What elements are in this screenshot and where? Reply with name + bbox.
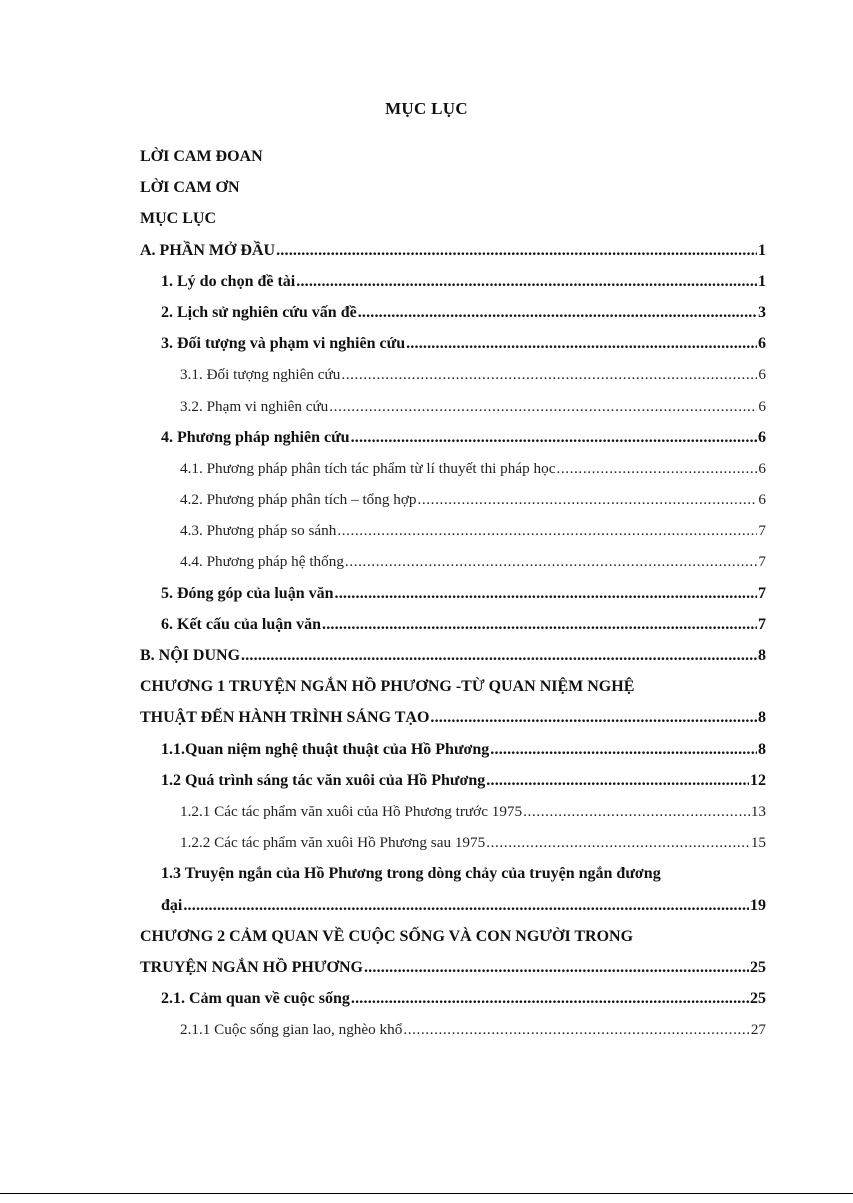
- toc-dot-leader: [351, 983, 749, 1014]
- toc-entry[interactable]: [140, 297, 766, 328]
- toc-entry-label: THUẬT ĐẾN HÀNH TRÌNH SÁNG TẠO: [140, 709, 430, 727]
- toc-entry[interactable]: [140, 952, 766, 983]
- toc-entry-label: MỤC LỤC: [140, 210, 216, 228]
- toc-entry[interactable]: [140, 141, 766, 172]
- toc-page-number: 13: [750, 802, 766, 820]
- toc-entry[interactable]: [140, 609, 766, 640]
- toc-entry-label: CHƯƠNG 1 TRUYỆN NGẮN HỒ PHƯƠNG -TỪ QUAN NIỆM NGHỆ: [140, 678, 635, 696]
- toc-entry-label: 3.2. Phạm vi nghiên cứu: [180, 397, 329, 415]
- toc-entry[interactable]: [140, 765, 766, 796]
- toc-entry-label: TRUYỆN NGẮN HỒ PHƯƠNG: [140, 958, 363, 976]
- toc-dot-leader: [337, 515, 757, 546]
- toc-entry[interactable]: [140, 827, 766, 858]
- toc-entry-label: 4.2. Phương pháp phân tích – tổng hợp: [180, 491, 417, 509]
- toc-page-number: 27: [750, 1021, 766, 1039]
- toc-page-number: 8: [758, 647, 766, 664]
- toc-entry[interactable]: [140, 578, 766, 609]
- toc-entry[interactable]: [140, 172, 766, 203]
- toc-entry-label: 1.2.1 Các tác phẩm văn xuôi của Hồ Phương trước 1975: [180, 802, 523, 820]
- toc-dot-leader: [345, 546, 757, 577]
- toc-dot-leader: [406, 328, 757, 359]
- toc-entry[interactable]: [140, 921, 766, 952]
- toc-page-number: 3: [758, 303, 766, 321]
- toc-entry[interactable]: [140, 453, 766, 484]
- toc-entry[interactable]: [140, 203, 766, 234]
- toc-page-number: 25: [750, 958, 766, 976]
- toc-entry[interactable]: [140, 391, 766, 422]
- toc-dot-leader: [358, 297, 757, 328]
- toc-entry-label: 5. Đóng góp của luận văn: [161, 584, 334, 602]
- toc-dot-leader: [417, 484, 757, 515]
- toc-page-number: 8: [758, 740, 766, 758]
- toc-entry-label: 1.3 Truyện ngắn của Hồ Phương trong dòng chảy của truyện ngắn đương: [161, 865, 661, 883]
- toc-dot-leader: [364, 952, 749, 983]
- toc-dot-leader: [329, 391, 757, 422]
- toc-page-number: 12: [750, 771, 766, 789]
- toc-page-number: 6: [758, 335, 766, 353]
- toc-dot-leader: [523, 796, 750, 827]
- toc-dot-leader: [296, 266, 757, 297]
- toc-entry[interactable]: [140, 266, 766, 297]
- toc-dot-leader: [183, 890, 749, 921]
- toc-entry-label: 4.3. Phương pháp so sánh: [180, 522, 337, 540]
- toc-dot-leader: [403, 1014, 750, 1045]
- toc-dot-leader: [335, 578, 758, 609]
- toc-page-number: 7: [758, 553, 766, 571]
- toc-dot-leader: [556, 453, 757, 484]
- toc-entry-label: 1.1.Quan niệm nghệ thuật thuật của Hồ Phương: [161, 740, 490, 758]
- toc-entry[interactable]: [140, 671, 766, 702]
- toc-entry-label: đại: [161, 896, 183, 914]
- toc-entry-label: 3.1. Đối tượng nghiên cứu: [180, 366, 341, 384]
- toc-page-number: 6: [758, 366, 766, 384]
- toc-page-number: 7: [758, 615, 766, 633]
- toc-entry-label: A. PHẦN MỞ ĐẦU: [140, 241, 276, 259]
- toc-dot-leader: [351, 422, 757, 453]
- table-of-contents: [140, 141, 766, 1045]
- toc-page-number: 19: [750, 896, 766, 914]
- toc-page-number: 7: [758, 584, 766, 602]
- toc-entry-label: 2. Lịch sử nghiên cứu vấn đề: [161, 303, 357, 321]
- toc-dot-leader: [241, 640, 757, 671]
- toc-page-number: 1: [758, 272, 766, 290]
- toc-entry[interactable]: [140, 890, 766, 921]
- toc-dot-leader: [341, 359, 757, 390]
- toc-entry-label: CHƯƠNG 2 CẢM QUAN VỀ CUỘC SỐNG VÀ CON NGƯỜI TRONG: [140, 927, 634, 945]
- toc-dot-leader: [322, 609, 757, 640]
- page-bottom-rule: [0, 1193, 853, 1194]
- toc-entry[interactable]: [140, 734, 766, 765]
- toc-entry-label: 4. Phương pháp nghiên cứu: [161, 428, 350, 446]
- toc-entry-label: 2.1. Cảm quan về cuộc sống: [161, 990, 350, 1008]
- toc-entry[interactable]: [140, 858, 766, 889]
- toc-page-number: 7: [758, 522, 766, 540]
- toc-page-number: 6: [758, 491, 766, 509]
- toc-entry[interactable]: [140, 515, 766, 546]
- toc-entry-label: 3. Đối tượng và phạm vi nghiên cứu: [161, 335, 406, 353]
- toc-entry[interactable]: [140, 546, 766, 577]
- toc-page-number: 6: [758, 459, 766, 477]
- toc-entry-label: 1.2.2 Các tác phẩm văn xuôi Hồ Phương sau 1975: [180, 834, 486, 852]
- page-title: MỤC LỤC: [385, 99, 468, 118]
- toc-page-number: 1: [758, 241, 766, 259]
- toc-page-number: 15: [750, 834, 766, 852]
- toc-entry-label: 2.1.1 Cuộc sống gian lao, nghèo khổ: [180, 1021, 403, 1039]
- toc-entry-label: 1.2 Quá trình sáng tác văn xuôi của Hồ Phương: [161, 771, 486, 789]
- toc-entry[interactable]: [140, 235, 766, 266]
- toc-page-number: 25: [750, 990, 766, 1008]
- toc-entry[interactable]: [140, 796, 766, 827]
- toc-dot-leader: [486, 765, 749, 796]
- toc-page-number: 8: [758, 709, 766, 727]
- toc-entry-label: B. NỘI DUNG: [140, 647, 241, 664]
- toc-entry-label: LỜI CAM ĐOAN: [140, 148, 263, 165]
- toc-dot-leader: [486, 827, 750, 858]
- toc-entry-label: 1. Lý do chọn đề tài: [161, 272, 296, 290]
- toc-entry[interactable]: [140, 983, 766, 1014]
- toc-entry[interactable]: [140, 359, 766, 390]
- toc-entry[interactable]: [140, 422, 766, 453]
- toc-entry-label: LỜI CAM ƠN: [140, 179, 240, 197]
- toc-entry[interactable]: [140, 1014, 766, 1045]
- toc-entry-label: 4.1. Phương pháp phân tích tác phẩm từ lí thuyết thi pháp học: [180, 459, 556, 477]
- toc-dot-leader: [430, 702, 757, 733]
- toc-dot-leader: [276, 235, 757, 266]
- toc-page-number: 6: [758, 397, 766, 415]
- toc-entry[interactable]: [140, 328, 766, 359]
- toc-entry[interactable]: [140, 702, 766, 733]
- toc-page-number: 6: [758, 428, 766, 446]
- toc-dot-leader: [490, 734, 757, 765]
- toc-entry-label: 6. Kết cấu của luận văn: [161, 615, 322, 633]
- toc-entry-label: 4.4. Phương pháp hệ thống: [180, 553, 344, 571]
- toc-entry[interactable]: [140, 484, 766, 515]
- toc-entry[interactable]: [140, 640, 766, 671]
